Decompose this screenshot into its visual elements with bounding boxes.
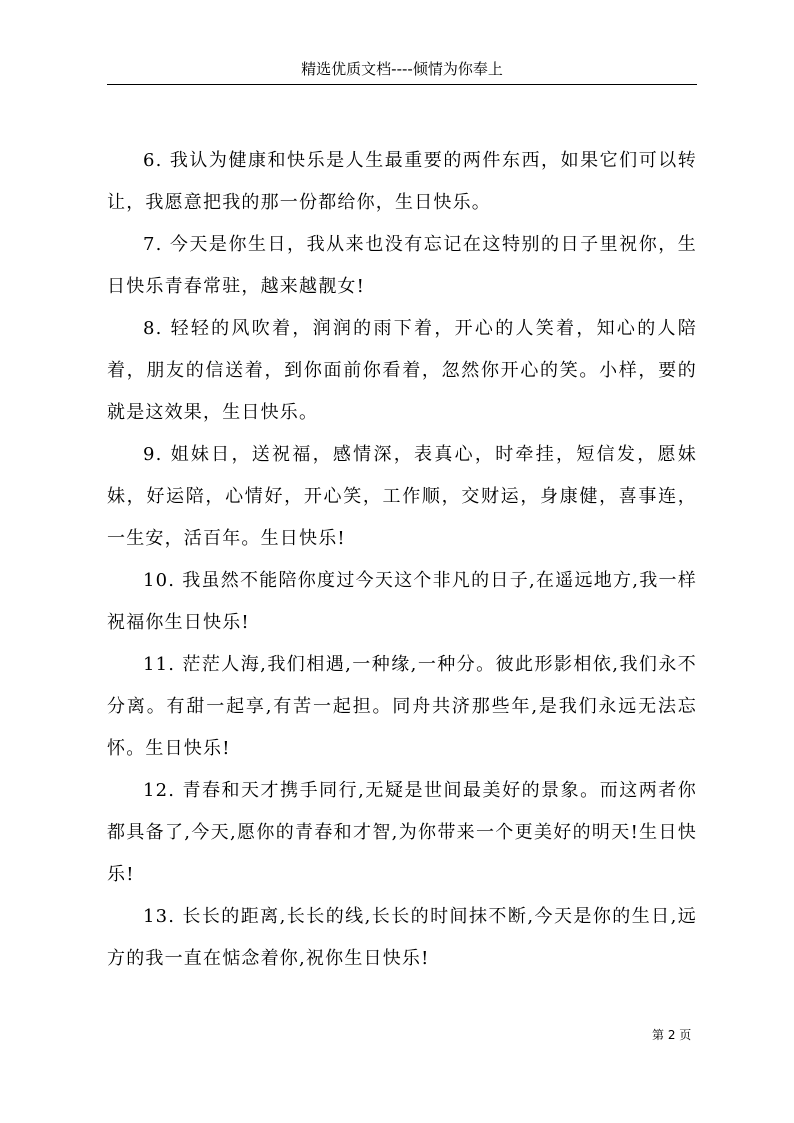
paragraph-10: 10. 我虽然不能陪你度过今天这个非凡的日子,在遥远地方,我一样祝福你生日快乐! bbox=[107, 570, 697, 633]
page-header-title: 精选优质文档----倾情为你奉上 bbox=[301, 60, 503, 78]
paragraph-6: 6. 我认为健康和快乐是人生最重要的两件东西，如果它们可以转让，我愿意把我的那一份都给你，生日快乐。 bbox=[107, 150, 697, 213]
document-body bbox=[107, 140, 697, 980]
page-header bbox=[107, 56, 697, 85]
page-number: 第 2 页 bbox=[652, 1028, 692, 1042]
paragraph-12: 12. 青春和天才携手同行,无疑是世间最美好的景象。而这两者你都具备了,今天,愿你的青春和才智,为你带来一个更美好的明天!生日快乐! bbox=[107, 780, 697, 885]
paragraph-9: 9. 姐妹日，送祝福，感情深，表真心，时牵挂，短信发，愿妹妹，好运陪，心情好，开心笑，工作顺，交财运，身康健，喜事连，一生安，活百年。生日快乐! bbox=[107, 444, 697, 549]
paragraph-13: 13. 长长的距离,长长的线,长长的时间抹不断,今天是你的生日,远方的我一直在惦念着你,祝你生日快乐! bbox=[107, 906, 697, 969]
paragraph-11: 11. 茫茫人海,我们相遇,一种缘,一种分。彼此形影相依,我们永不分离。有甜一起享,有苦一起担。同舟共济那些年,是我们永远无法忘怀。生日快乐! bbox=[107, 654, 697, 759]
paragraph-8: 8. 轻轻的风吹着，润润的雨下着，开心的人笑着，知心的人陪着，朋友的信送着，到你面前你看着，忽然你开心的笑。小样，要的就是这效果，生日快乐。 bbox=[107, 318, 697, 423]
paragraph-7: 7. 今天是你生日，我从来也没有忘记在这特别的日子里祝你，生日快乐青春常驻，越来越靓女! bbox=[107, 234, 697, 297]
